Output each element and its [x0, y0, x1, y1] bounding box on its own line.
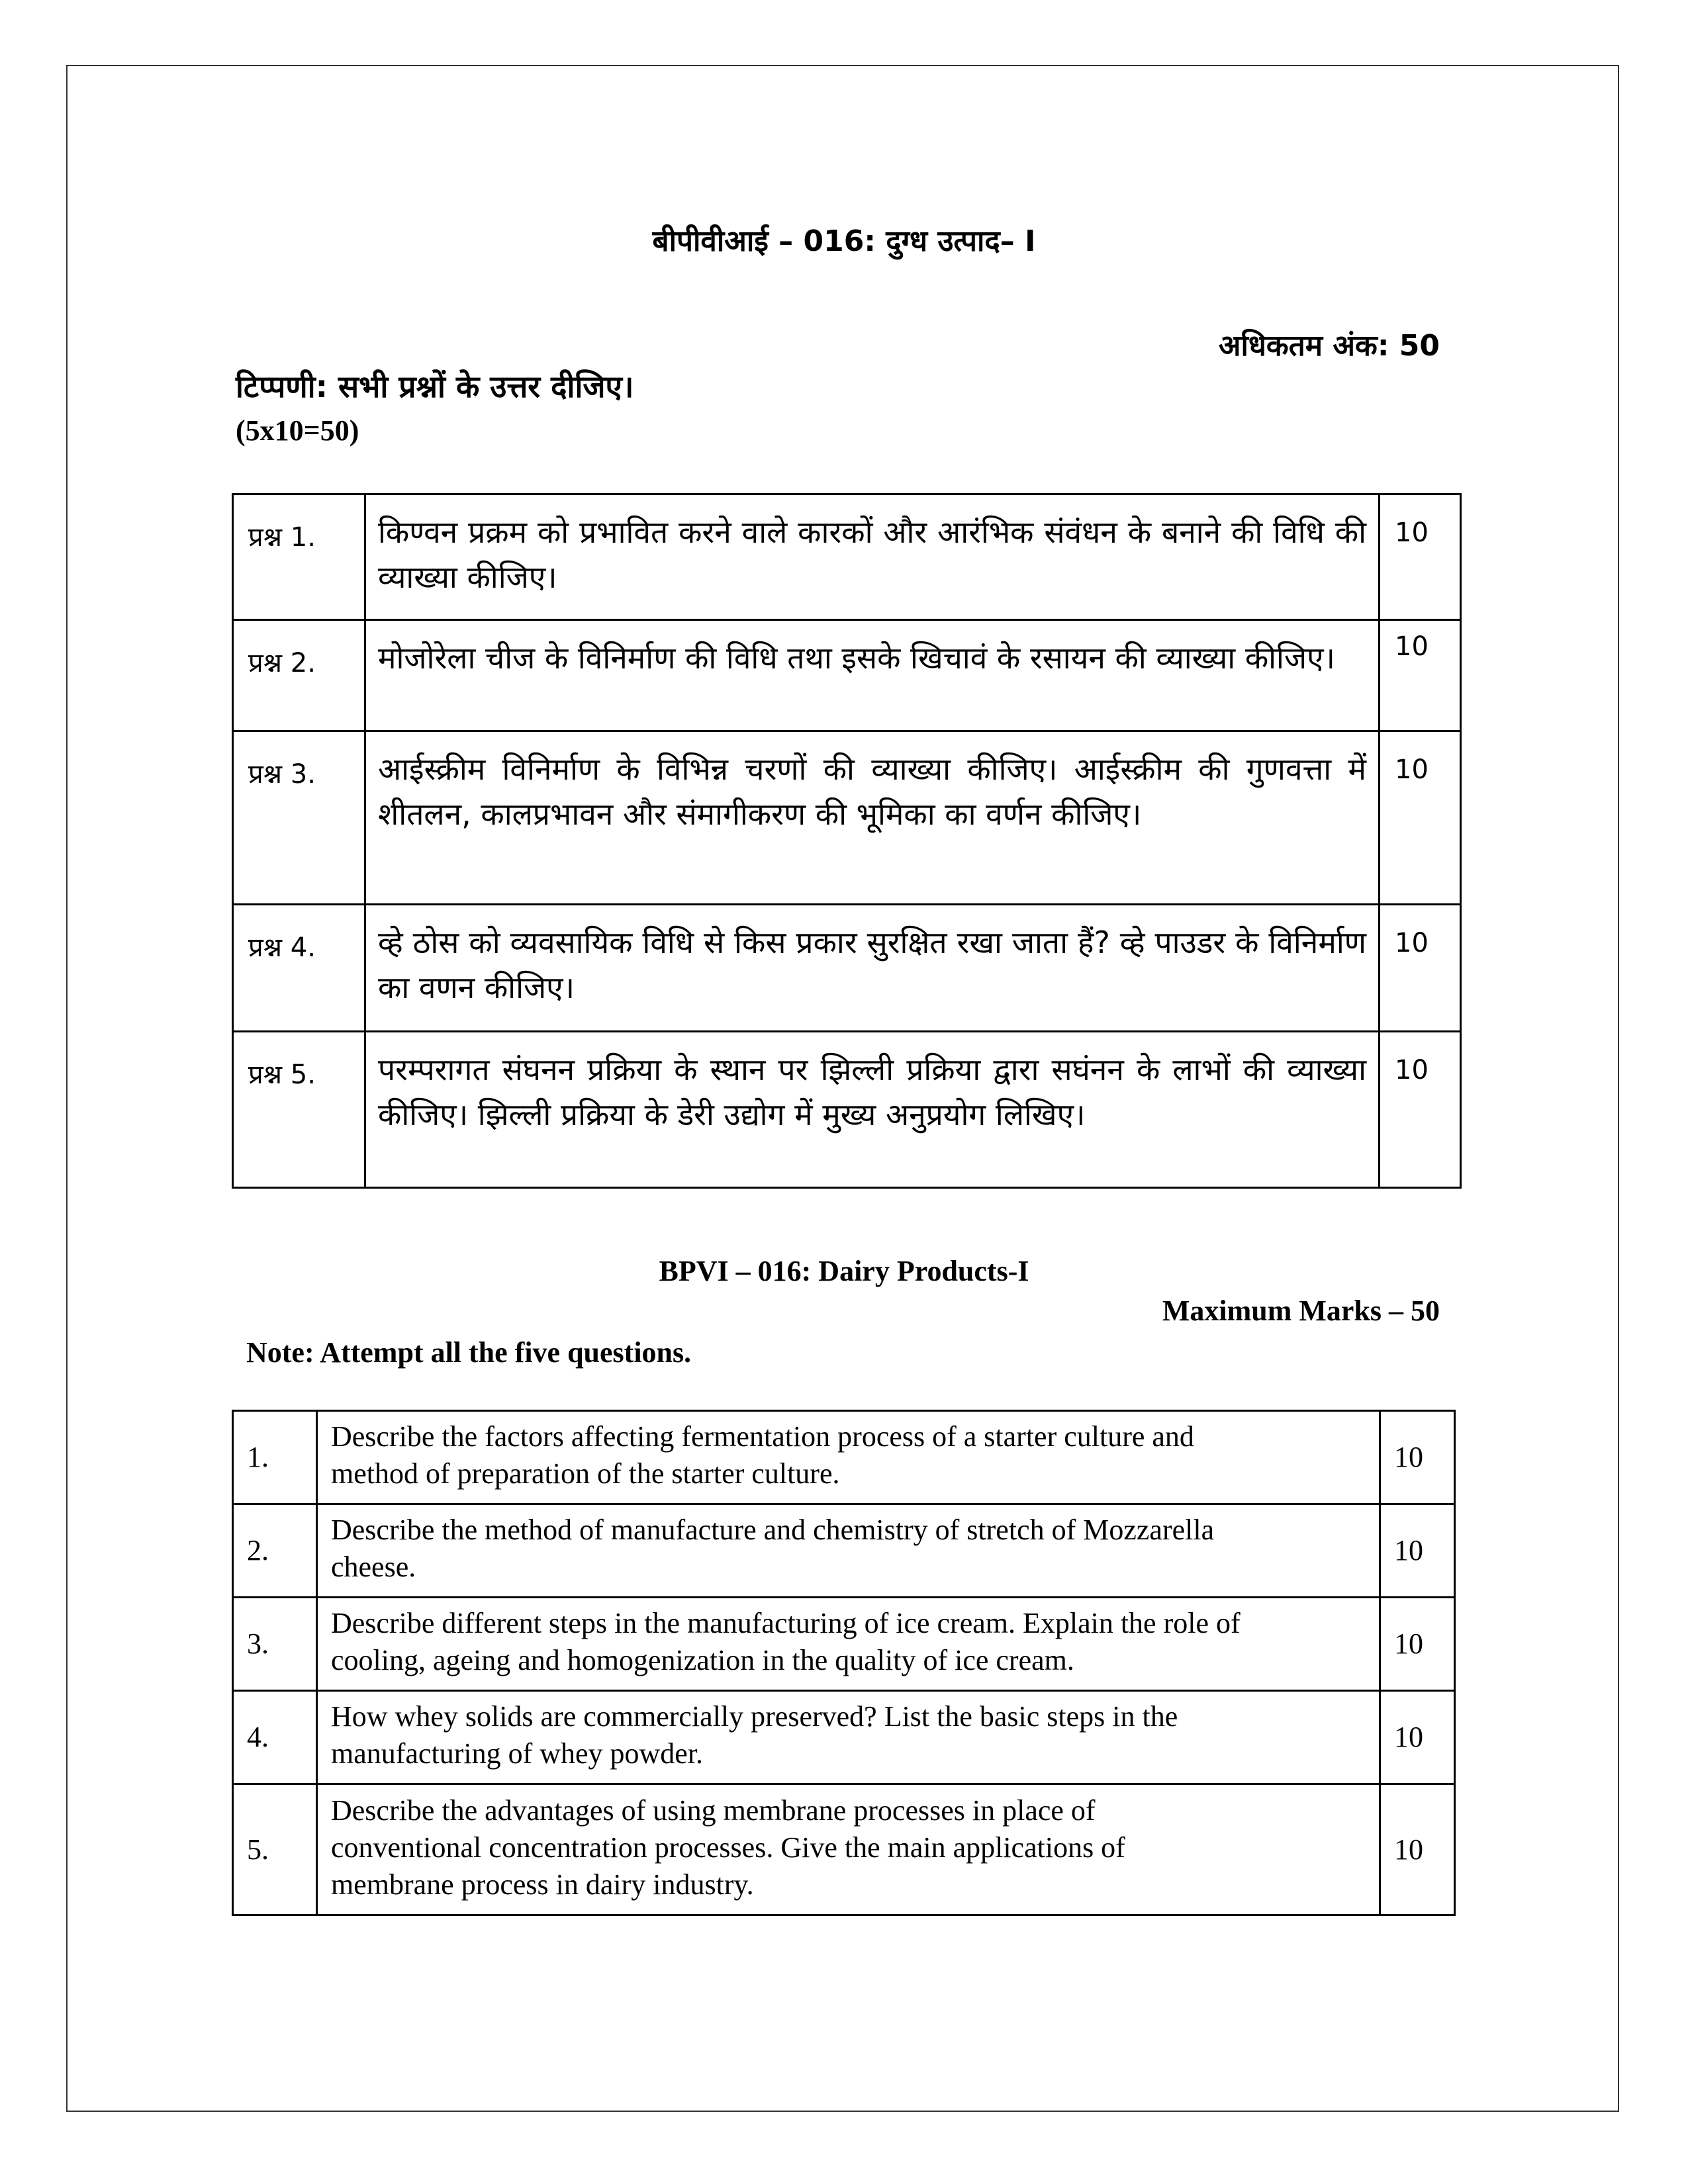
table-row	[233, 620, 1461, 731]
question-number: प्रश्न 3.	[233, 731, 365, 905]
question-number: 4.	[233, 1691, 317, 1784]
table-row	[233, 1691, 1455, 1784]
question-marks: 10	[1380, 1032, 1461, 1188]
question-marks: 10	[1380, 905, 1461, 1032]
table-row	[233, 1411, 1455, 1504]
question-number: 2.	[233, 1504, 317, 1598]
question-marks: 10	[1380, 731, 1461, 905]
english-title: BPVI – 016: Dairy Products-I	[659, 1255, 1029, 1287]
english-note: Note: Attempt all the five questions.	[246, 1336, 692, 1369]
question-line: Describe the advantages of using membrane processes in place of	[331, 1794, 1096, 1827]
question-line: cheese.	[331, 1551, 416, 1583]
table-row	[233, 1598, 1455, 1691]
table-row	[233, 731, 1461, 905]
question-text	[317, 1691, 1380, 1784]
question-text	[317, 1504, 1380, 1598]
question-number: प्रश्न 5.	[233, 1032, 365, 1188]
question-number: प्रश्न 2.	[233, 620, 365, 731]
hindi-question-table	[232, 493, 1462, 1189]
question-text: व्हे ठोस को व्यवसायिक विधि से किस प्रकार सुरक्षित रखा जाता हैं? व्हे पाउडर के विनिर्माण का वणन कीजिए।	[365, 905, 1380, 1032]
table-row	[233, 1032, 1461, 1188]
question-marks: 10	[1380, 1598, 1455, 1691]
question-marks: 10	[1380, 1784, 1455, 1915]
question-line: method of preparation of the starter culture.	[331, 1457, 840, 1490]
question-line: How whey solids are commercially preserved? List the basic steps in the	[331, 1700, 1178, 1733]
question-text	[317, 1598, 1380, 1691]
table-row	[233, 1504, 1455, 1598]
question-line: membrane process in dairy industry.	[331, 1868, 754, 1901]
question-text	[317, 1411, 1380, 1504]
question-text: आईस्क्रीम विनिर्माण के विभिन्न चरणों की व्याख्या कीजिए। आईस्क्रीम की गुणवत्ता में शीतलन, कालप्रभावन और संमागीकरण की भूमिका का वर्णन कीजिए।	[365, 731, 1380, 905]
marks-allocation: (5x10=50)	[236, 414, 359, 447]
question-line: Describe different steps in the manufacturing of ice cream. Explain the role of	[331, 1607, 1241, 1639]
table-row	[233, 494, 1461, 620]
question-number: 1.	[233, 1411, 317, 1504]
question-marks: 10	[1380, 1691, 1455, 1784]
question-text	[317, 1784, 1380, 1915]
hindi-title: बीपीवीआई – 016: दुग्ध उत्पाद– I	[652, 224, 1036, 258]
question-marks: 10	[1380, 620, 1461, 731]
question-marks: 10	[1380, 1411, 1455, 1504]
question-line: Describe the method of manufacture and chemistry of stretch of Mozzarella	[331, 1514, 1215, 1546]
question-marks: 10	[1380, 1504, 1455, 1598]
english-max-marks: Maximum Marks – 50	[1162, 1295, 1440, 1327]
question-text: परम्परागत संघनन प्रक्रिया के स्थान पर झिल्ली प्रक्रिया द्वारा सघंनन के लाभों की व्याख्या कीजिए। झिल्ली प्रक्रिया के डेरी उद्योग में मुख्य अनुप्रयोग लिखिए।	[365, 1032, 1380, 1188]
question-text: मोजोरेला चीज के विनिर्माण की विधि तथा इसके खिचावं के रसायन की व्याख्या कीजिए।	[365, 620, 1380, 731]
question-line: cooling, ageing and homogenization in the quality of ice cream.	[331, 1644, 1074, 1676]
question-line: manufacturing of whey powder.	[331, 1737, 704, 1770]
table-row	[233, 905, 1461, 1032]
question-marks: 10	[1380, 494, 1461, 620]
hindi-max-marks: अधिकतम अंक: 50	[1218, 329, 1440, 363]
question-number: 5.	[233, 1784, 317, 1915]
table-row	[233, 1784, 1455, 1915]
question-line: Describe the factors affecting fermentation process of a starter culture and	[331, 1420, 1194, 1453]
question-number: 3.	[233, 1598, 317, 1691]
question-text: किण्वन प्रक्रम को प्रभावित करने वाले कारकों और आरंभिक संवंधन के बनाने की विधि की व्याख्या कीजिए।	[365, 494, 1380, 620]
question-number: प्रश्न 1.	[233, 494, 365, 620]
english-question-table	[232, 1410, 1456, 1916]
question-number: प्रश्न 4.	[233, 905, 365, 1032]
hindi-note: टिप्पणी: सभी प्रश्नों के उत्तर दीजिए।	[236, 369, 634, 404]
question-line: conventional concentration processes. Give the main applications of	[331, 1831, 1125, 1864]
